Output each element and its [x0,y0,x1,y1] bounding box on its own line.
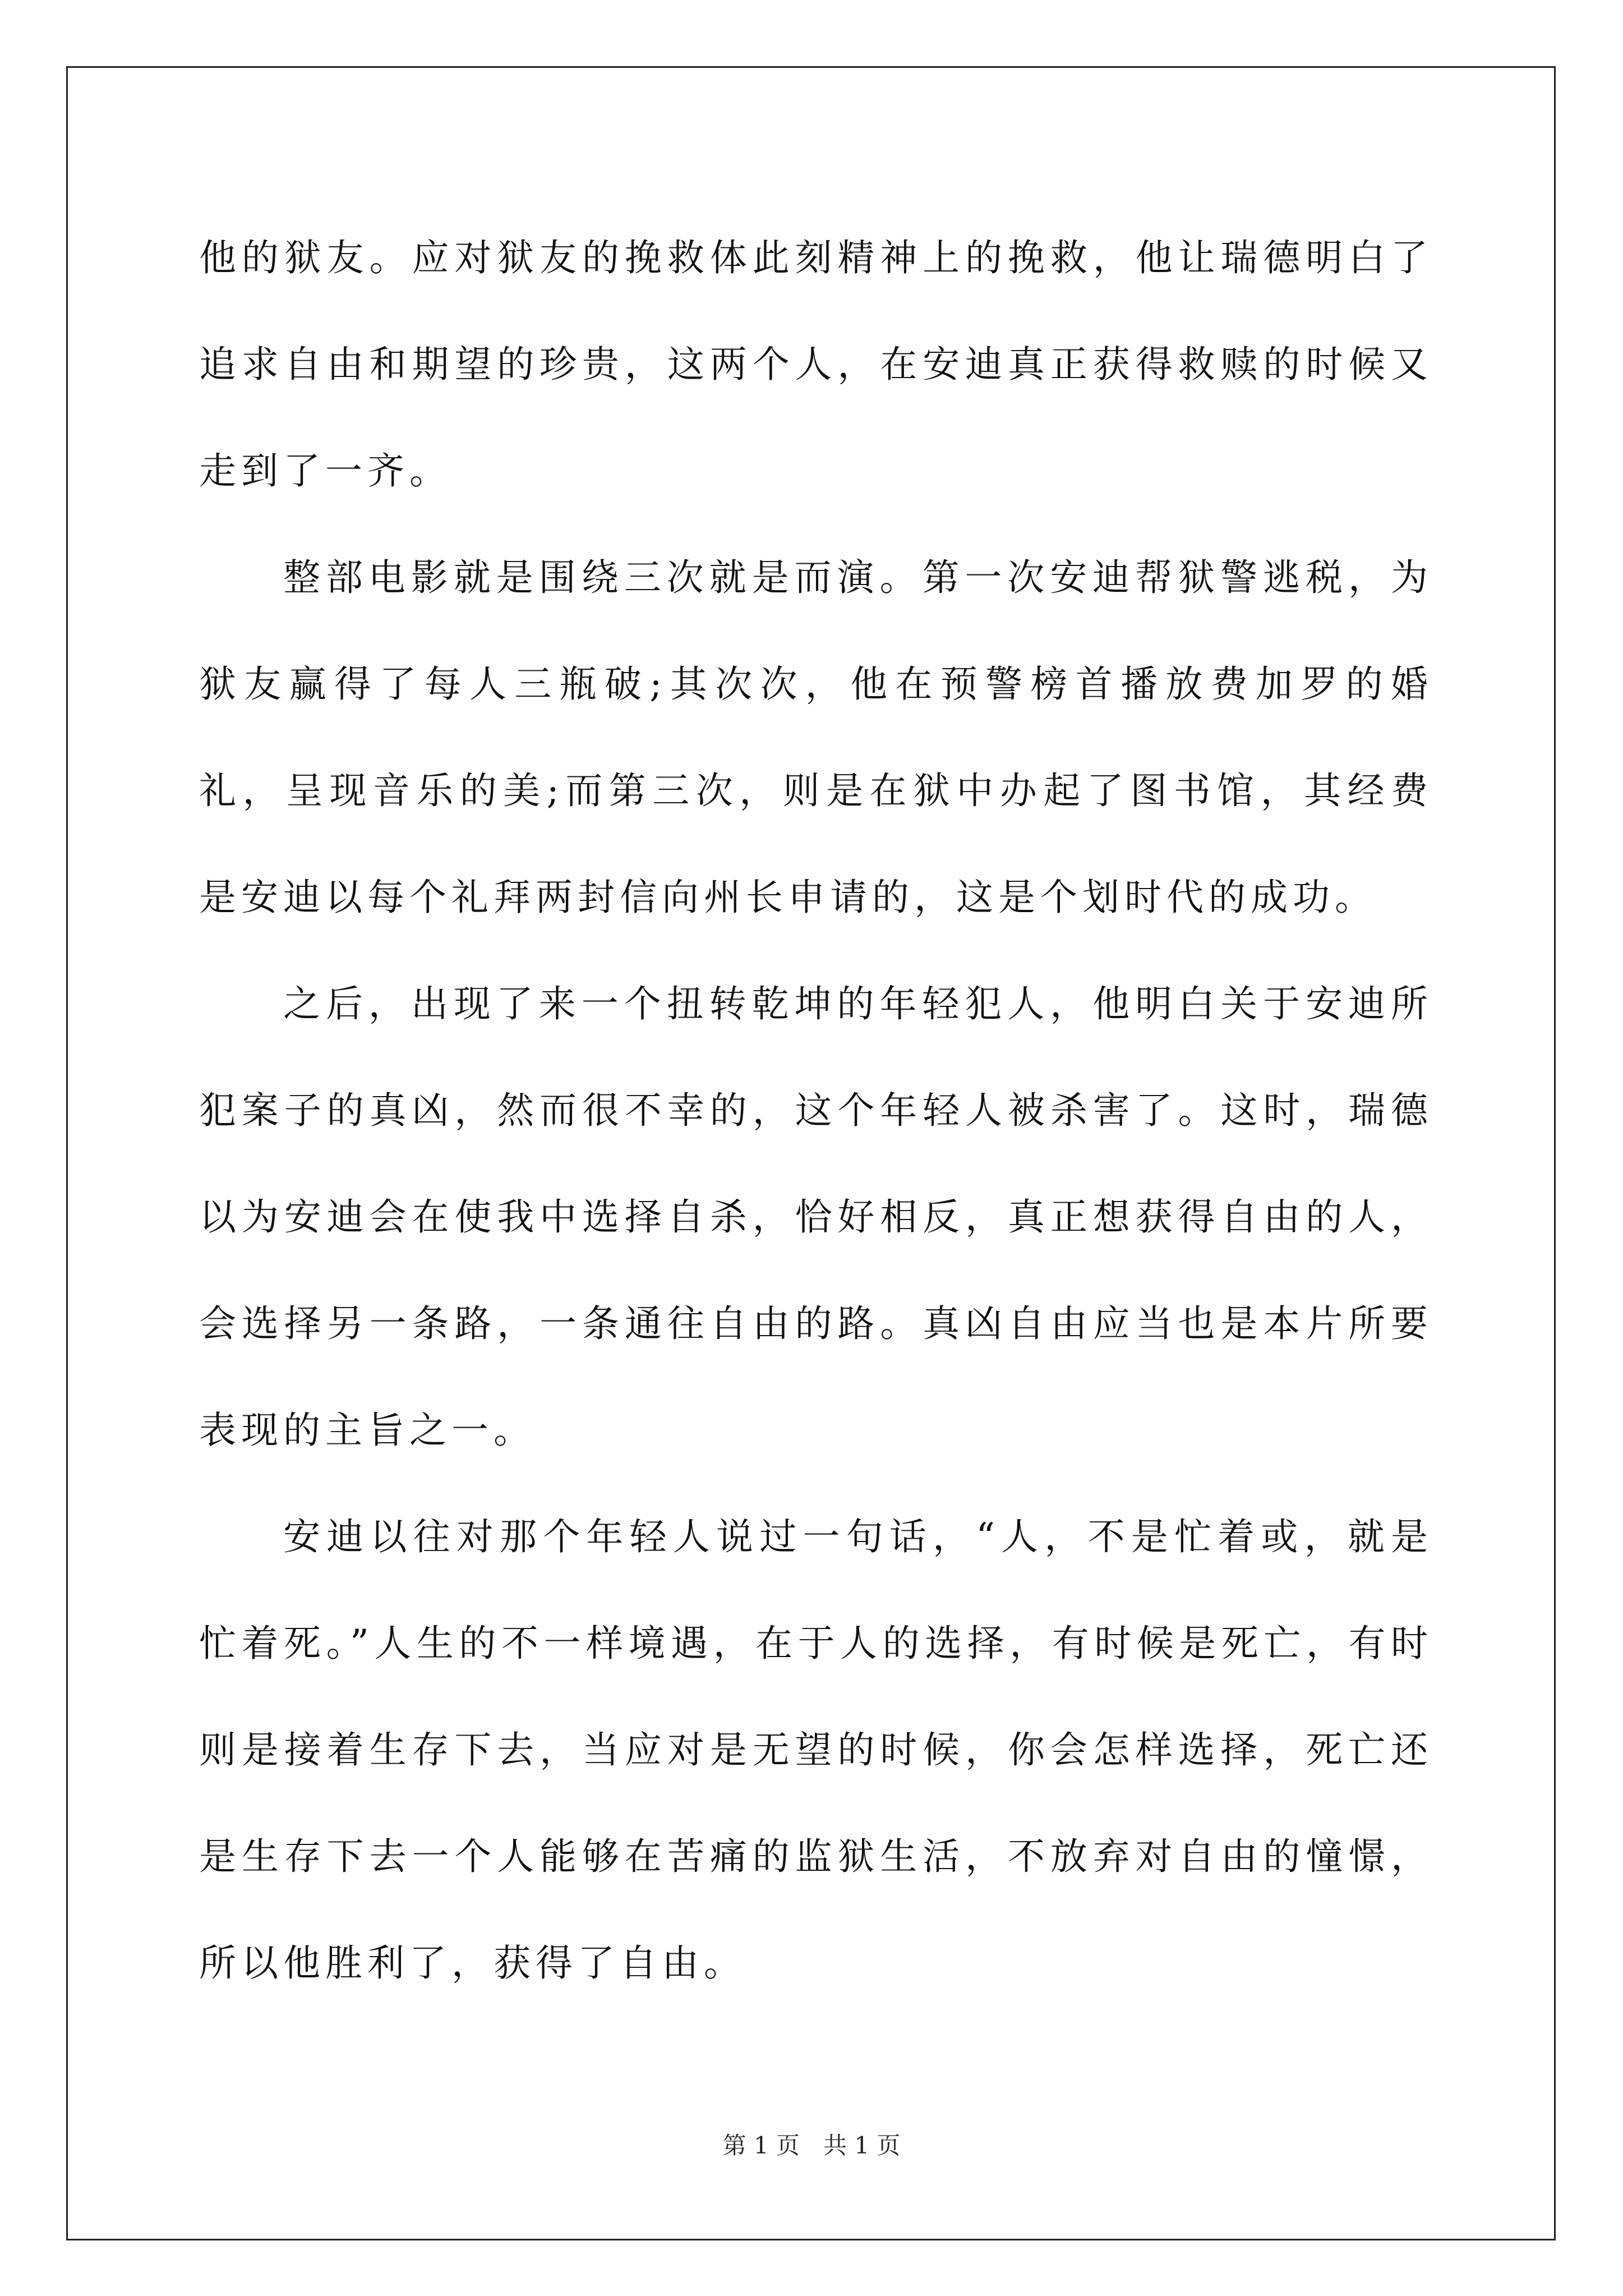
paragraph-4: 安迪以往对那个年轻人说过一句话，“人，不是忙着或，就是忙着死。”人生的不一样境遇，在于人的选择，有时候是死亡，有时则是接着生存下去，当应对是无望的时候，你会怎样选择，死亡还是生存下去一个人能够在苦痛的监狱生活，不放弃对自由的憧憬，所以他胜利了，获得了自由。 [199,1515,1433,1985]
paragraph-2: 整部电影就是围绕三次就是而演。第一次安迪帮狱警逃税，为狱友赢得了每人三瓶破;其次次，他在预警榜首播放费加罗的婚礼，呈现音乐的美;而第三次，则是在狱中办起了图书馆，其经费是安迪以每个礼拜两封信向州长申请的，这是个划时代的成功。 [199,556,1433,919]
paragraph-1: 他的狱友。应对狱友的挽救体此刻精神上的挽救，他让瑞德明白了追求自由和期望的珍贵，这两个人，在安迪真正获得救赎的时候又走到了一齐。 [199,236,1433,493]
page-footer: 第 1 页 共 1 页 [722,2132,901,2159]
document-body [199,205,1433,2017]
paragraph-3: 之后，出现了来一个扭转乾坤的年轻犯人，他明白关于安迪所犯案子的真凶，然而很不幸的，这个年轻人被杀害了。这时，瑞德以为安迪会在使我中选择自杀，恰好相反，真正想获得自由的人，会选择另一条路，一条通往自由的路。真凶自由应当也是本片所要表现的主旨之一。 [199,982,1433,1452]
